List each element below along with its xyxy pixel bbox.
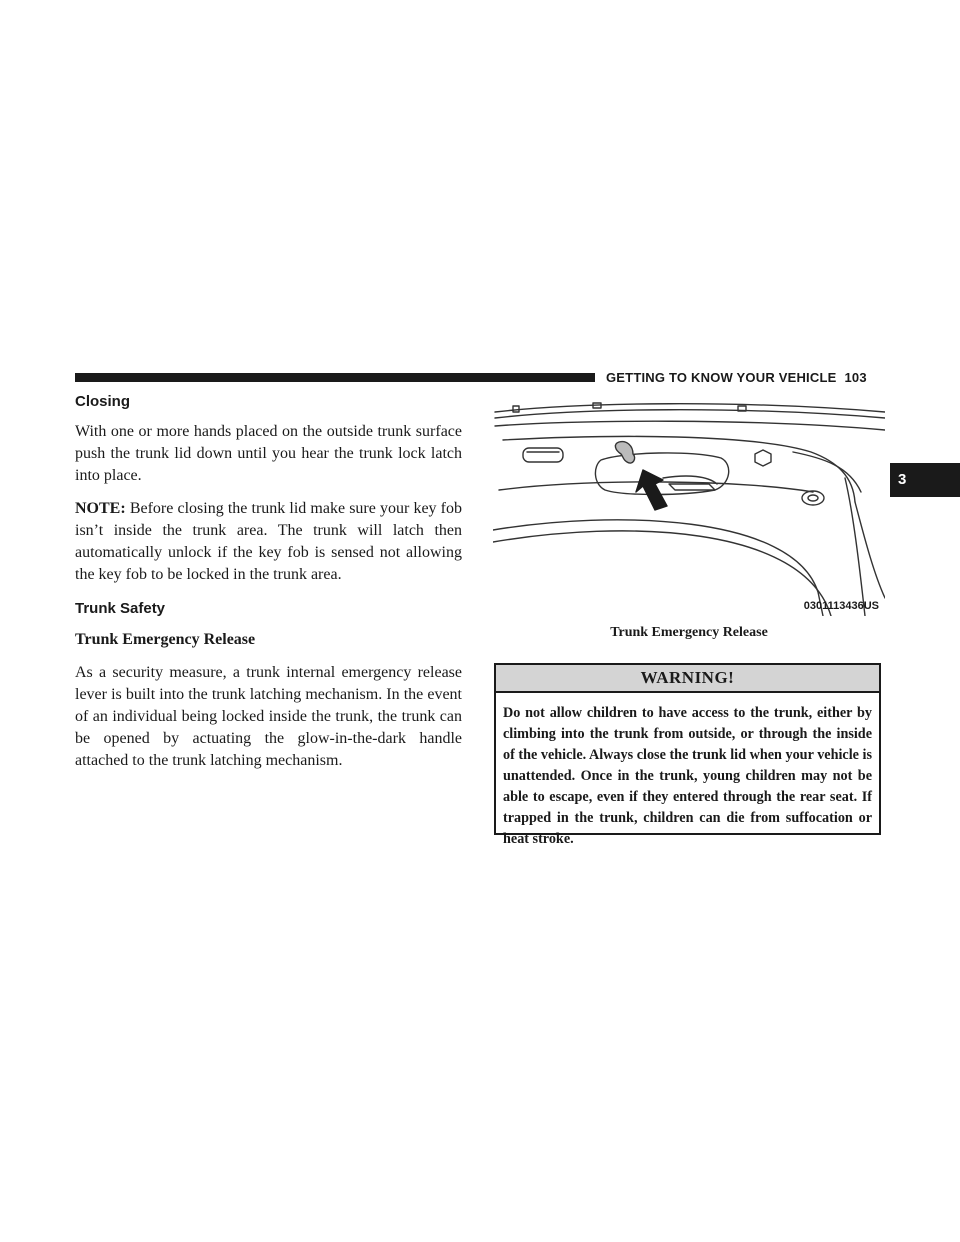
trunk-interior-illustration [493,392,885,616]
trunk-release-figure [493,392,885,616]
closing-heading: Closing [75,393,130,410]
closing-paragraph: With one or more hands placed on the outside trunk surface push the trunk lid down until you hear the trunk lock latch into place. [75,423,462,484]
figure-caption: Trunk Emergency Release [610,625,768,640]
warning-title: WARNING! [496,665,879,693]
note-text: Before closing the trunk lid make sure your key fob isn’t inside the trunk area. The trunk will latch then automatically unlock if the key fob is sensed not allowing the key fob to be locked in the trunk area. [75,500,463,583]
running-header [606,370,886,386]
header-title: GETTING TO KNOW YOUR VEHICLE [606,370,837,385]
emergency-release-paragraph: As a security measure, a trunk internal emergency release lever is built into the trunk latching mechanism. In the event of an individual being locked inside the trunk, the trunk can be opened by actuating the glow-in-the-dark handle attached to the trunk latching mechanism. [75,664,462,769]
header-rule [75,373,595,382]
page-number: 103 [844,370,867,385]
closing-note [75,498,462,586]
chapter-tab: 3 [890,463,960,497]
warning-text: Do not allow children to have access to the trunk, either by climbing into the trunk from outside, or through the inside of the vehicle. Always close the trunk lid when your vehicle is unattended. Once in the trunk, young children may not be able to escape, even if they entered through the rear seat. If trapped in the trunk, children can die from suffocation or heat stroke. [503,705,872,847]
figure-id: 0301113436US [803,600,879,612]
left-column [75,392,462,772]
warning-box [494,663,881,847]
trunk-safety-heading: Trunk Safety [75,600,166,617]
note-label: NOTE: [75,500,126,517]
emergency-release-subheading: Trunk Emergency Release [75,631,256,648]
